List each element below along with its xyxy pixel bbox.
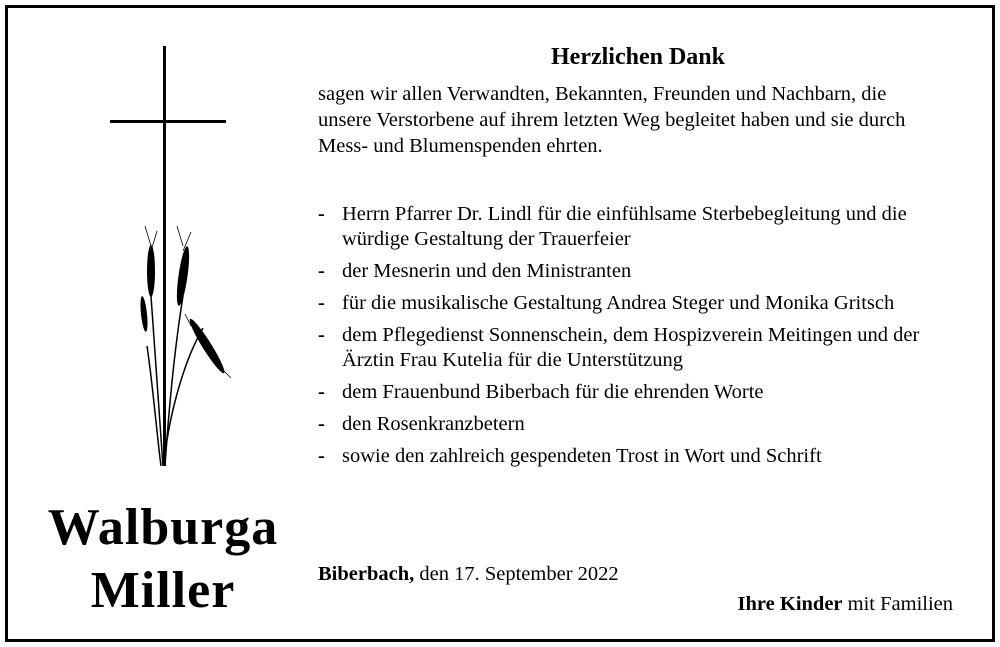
left-column xyxy=(8,8,308,639)
list-item-text: für die musikalische Gestaltung Andrea Steger und Monika Gritsch xyxy=(342,292,895,314)
signature-bold: Ihre Kinder xyxy=(737,593,843,615)
list-item xyxy=(318,412,968,437)
obituary-frame xyxy=(5,5,995,642)
dash-bullet: - xyxy=(318,260,325,282)
list-item-text: sowie den zahlreich gespendeten Trost in Wort und Schrift xyxy=(342,445,822,467)
dash-bullet: - xyxy=(318,292,325,314)
right-column xyxy=(318,8,978,639)
dash-bullet: - xyxy=(318,203,325,225)
deceased-first-name: Walburga xyxy=(47,499,279,556)
notice-title: Herzlichen Dank xyxy=(551,44,725,70)
notice-intro: sagen wir allen Verwandten, Bekannten, Freunden und Nachbarn, die unsere Verstorbene auf ihrem letzten Weg begleitet haben und sie durch Mess- und Blumenspenden ehrten. xyxy=(318,83,906,157)
date: den 17. September 2022 xyxy=(419,563,619,585)
list-item-text: dem Frauenbund Biberbach für die ehrenden Worte xyxy=(342,381,764,403)
list-item xyxy=(318,202,968,252)
list-item xyxy=(318,380,968,405)
list-item xyxy=(318,291,968,316)
list-item-text: dem Pflegedienst Sonnenschein, dem Hospizverein Meitingen und der Ärztin Frau Kutelia für die Unterstützung xyxy=(342,324,920,371)
place: Biberbach, xyxy=(318,563,415,585)
list-item xyxy=(318,259,968,284)
dash-bullet: - xyxy=(318,445,325,467)
cross-with-wheat-icon xyxy=(103,46,243,471)
list-item-text: den Rosenkranzbetern xyxy=(342,413,525,435)
dash-bullet: - xyxy=(318,324,325,346)
signature-rest: mit Familien xyxy=(847,593,953,615)
thanks-list xyxy=(318,202,968,476)
signature-line xyxy=(738,593,953,616)
deceased-last-name: Miller xyxy=(90,562,236,619)
list-item xyxy=(318,444,968,469)
list-item xyxy=(318,323,968,373)
list-item-text: Herrn Pfarrer Dr. Lindl für die einfühlsame Sterbebegleitung und die würdige Gestaltung der Trauerfeier xyxy=(342,203,907,250)
list-item-text: der Mesnerin und den Ministranten xyxy=(342,260,632,282)
dash-bullet: - xyxy=(318,413,325,435)
place-date-line xyxy=(318,563,619,586)
dash-bullet: - xyxy=(318,381,325,403)
